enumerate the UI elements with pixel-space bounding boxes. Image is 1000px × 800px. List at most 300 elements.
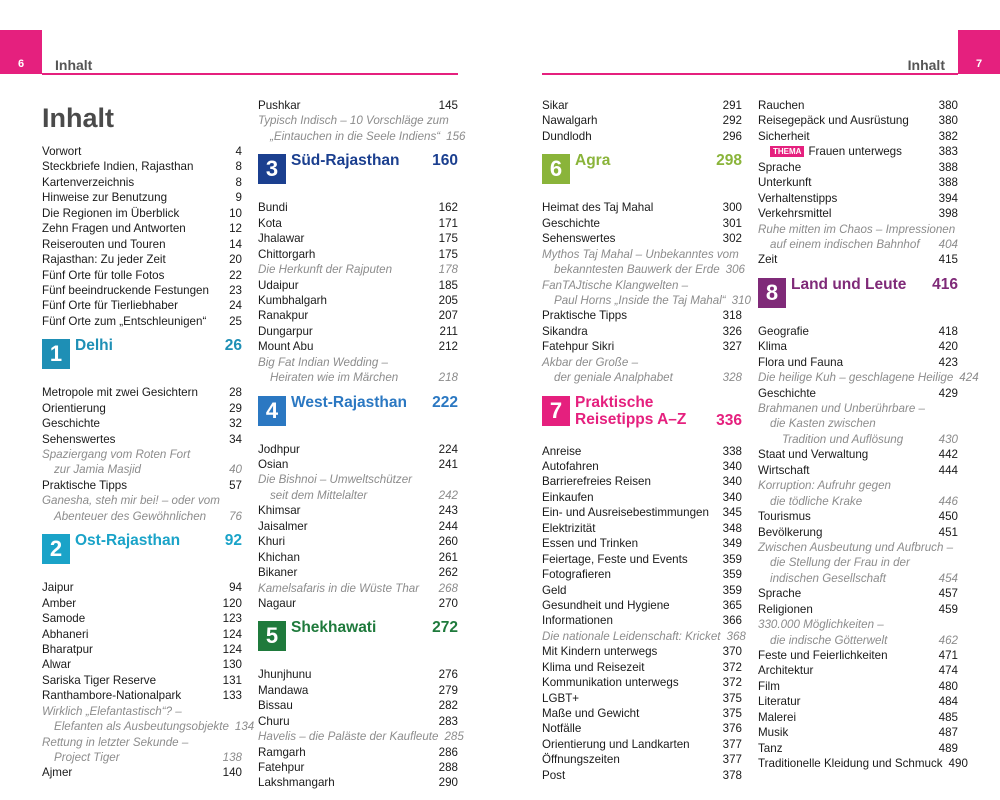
section-8-header[interactable]	[758, 274, 958, 322]
toc-entry-page: 429	[938, 386, 958, 400]
toc-entry[interactable]	[42, 314, 242, 329]
toc-entry[interactable]	[758, 525, 958, 540]
toc-entry[interactable]	[42, 190, 242, 205]
toc-entry-page: 366	[722, 614, 742, 628]
toc-entry[interactable]	[542, 247, 742, 262]
toc-entry-title: Steckbriefe Indien, Rajasthan	[42, 160, 194, 174]
section-page: 26	[224, 337, 242, 355]
toc-entry[interactable]	[258, 231, 458, 246]
toc-column-2	[258, 98, 466, 791]
toc-entry[interactable]	[542, 339, 742, 354]
toc-entry-title: Ramgarh	[258, 745, 306, 759]
toc-entry[interactable]	[758, 416, 958, 431]
toc-entry-title: Anreise	[542, 444, 582, 458]
section-title: West-Rajasthan	[291, 393, 407, 411]
toc-entry[interactable]	[258, 457, 458, 472]
toc-entry[interactable]	[542, 644, 742, 659]
toc-entry-page: 241	[438, 458, 458, 471]
toc-entry-title: Bharatpur	[42, 642, 93, 656]
right-page-number-tab	[958, 30, 1000, 74]
toc-entry-page: 145	[438, 99, 458, 112]
toc-entry[interactable]	[758, 113, 958, 128]
toc-entry-page: 25	[229, 314, 242, 328]
toc-entry-title: Bissau	[258, 699, 293, 713]
toc-entry-title: Die Bishnoi – Umweltschützer	[258, 473, 412, 487]
toc-entry[interactable]	[42, 268, 242, 283]
toc-entry[interactable]	[542, 98, 742, 113]
toc-entry[interactable]	[258, 667, 458, 682]
toc-entry-page: 224	[438, 442, 458, 456]
toc-entry[interactable]	[42, 657, 242, 672]
right-running-header: Inhalt	[907, 57, 945, 73]
toc-entry[interactable]	[758, 370, 979, 385]
toc-entry[interactable]	[258, 262, 458, 277]
toc-entry-title: Mythos Taj Mahal – Unbekanntes vom	[542, 247, 739, 261]
section-title	[575, 394, 686, 428]
toc-entry-page: 380	[938, 99, 958, 112]
left-page-number-tab	[0, 30, 42, 74]
toc-entry-page: 480	[938, 679, 958, 693]
toc-entry-page: 10	[229, 206, 242, 220]
toc-entry[interactable]	[42, 432, 242, 447]
toc-entry[interactable]	[258, 519, 458, 534]
toc-entry[interactable]	[258, 729, 464, 744]
toc-entry[interactable]	[758, 663, 958, 678]
toc-entry[interactable]	[258, 534, 458, 549]
toc-entry-title: Fatehpur Sikri	[542, 340, 615, 354]
section-page: 92	[224, 532, 242, 550]
toc-entry[interactable]	[542, 231, 742, 246]
toc-entry[interactable]	[42, 704, 242, 719]
toc-entry[interactable]	[758, 129, 958, 144]
toc-entry[interactable]	[258, 293, 458, 308]
toc-entry-title: Geschichte	[42, 417, 100, 431]
toc-entry[interactable]	[258, 278, 458, 293]
toc-entry-title: Jhalawar	[258, 232, 305, 246]
toc-entry-page: 490	[948, 757, 968, 771]
toc-entry-title: 330.000 Möglichkeiten –	[758, 618, 884, 632]
toc-entry[interactable]	[542, 737, 742, 752]
toc-entry[interactable]	[542, 598, 742, 613]
toc-entry[interactable]	[42, 673, 242, 688]
toc-entry-page: 430	[938, 432, 958, 446]
toc-entry[interactable]	[42, 642, 242, 657]
toc-entry[interactable]	[542, 629, 746, 644]
toc-entry-title: Tourismus	[758, 510, 811, 524]
toc-entry-title: Klima	[758, 340, 787, 354]
toc-entry[interactable]	[758, 339, 958, 354]
toc-entry[interactable]	[42, 252, 242, 267]
toc-entry-page: 185	[438, 278, 458, 292]
toc-entry-page: 365	[722, 598, 742, 612]
toc-entry-page: 12	[229, 222, 242, 236]
toc-entry-title: die Kasten zwischen	[770, 417, 876, 431]
toc-entry[interactable]	[758, 633, 958, 648]
page-title: Inhalt	[42, 103, 114, 133]
section-page: 336	[716, 411, 742, 429]
toc-entry[interactable]	[42, 719, 255, 734]
toc-entry-title: Praktische Tipps	[542, 309, 628, 323]
shekhawati-list	[258, 667, 464, 791]
toc-entry[interactable]	[42, 159, 242, 174]
toc-entry[interactable]	[258, 200, 458, 215]
toc-entry-title: Einkaufen	[542, 490, 594, 504]
toc-entry-title: Sprache	[758, 587, 802, 601]
toc-entry[interactable]	[542, 706, 742, 721]
toc-entry-page: 454	[938, 571, 958, 585]
thema-entry[interactable]	[758, 144, 958, 159]
thema-page: 383	[938, 145, 958, 159]
toc-entry-page: 270	[438, 596, 458, 610]
toc-entry[interactable]	[542, 324, 742, 339]
section-3-header[interactable]	[258, 150, 458, 198]
toc-entry[interactable]	[258, 683, 458, 698]
toc-entry[interactable]	[542, 262, 745, 277]
section-number: 6	[542, 154, 570, 184]
toc-entry-title: Orientierung und Landkarten	[542, 737, 690, 751]
toc-entry-title: Sicherheit	[758, 129, 810, 143]
toc-entry-page: 175	[438, 232, 458, 246]
toc-entry[interactable]	[758, 617, 958, 632]
right-header-rule	[542, 73, 958, 75]
toc-entry-title: Post	[542, 768, 566, 782]
toc-entry[interactable]	[258, 324, 458, 339]
toc-entry-title: Kommunikation unterwegs	[542, 676, 679, 690]
toc-entry[interactable]	[542, 129, 742, 144]
toc-entry-title: Fatehpur	[258, 761, 305, 774]
toc-entry-title: Öffnungszeiten	[542, 753, 620, 767]
toc-entry-title: Jhunjhunu	[258, 668, 312, 682]
toc-entry[interactable]	[258, 698, 458, 713]
toc-entry-title: Osian	[258, 458, 289, 471]
toc-entry[interactable]	[42, 750, 242, 765]
toc-entry[interactable]	[542, 505, 742, 520]
toc-entry[interactable]	[758, 648, 958, 663]
toc-entry[interactable]	[758, 478, 958, 493]
toc-entry-page: 8	[235, 175, 242, 189]
toc-entry[interactable]	[542, 768, 742, 783]
toc-entry-title: Jodhpur	[258, 442, 300, 456]
toc-entry-page: 212	[438, 340, 458, 354]
toc-entry-title: Musik	[758, 726, 789, 740]
toc-entry-title: Geld	[542, 583, 567, 597]
toc-entry-title: Ranthambore-Nationalpark	[42, 689, 182, 703]
col2-top-list	[258, 98, 466, 144]
toc-entry-title: FanTAJtische Klangwelten –	[542, 278, 689, 292]
toc-entry[interactable]	[258, 129, 466, 144]
toc-entry[interactable]	[758, 175, 958, 190]
toc-entry[interactable]	[42, 580, 242, 595]
col3-top-list	[542, 98, 742, 144]
toc-entry[interactable]	[542, 552, 742, 567]
toc-entry[interactable]	[42, 237, 242, 252]
toc-entry[interactable]	[758, 555, 958, 570]
toc-entry[interactable]	[758, 725, 958, 740]
toc-entry[interactable]	[758, 324, 958, 339]
toc-entry-page: 388	[938, 160, 958, 174]
toc-entry-title: Alwar	[42, 658, 71, 672]
toc-entry-page: 14	[229, 237, 242, 251]
toc-entry[interactable]	[758, 741, 958, 756]
toc-entry-title: Chittorgarh	[258, 247, 316, 261]
toc-entry[interactable]	[758, 355, 958, 370]
toc-entry-page: 349	[722, 537, 742, 551]
toc-entry[interactable]	[542, 278, 742, 293]
toc-entry-title: Bikaner	[258, 566, 298, 580]
toc-entry-page: 140	[222, 766, 242, 780]
toc-entry-page: 380	[938, 114, 958, 128]
toc-entry-title: Reisegepäck und Ausrüstung	[758, 114, 909, 128]
toc-entry-page: 375	[722, 691, 742, 705]
toc-entry-title: Abhaneri	[42, 627, 89, 641]
toc-entry[interactable]	[542, 216, 742, 231]
toc-entry[interactable]	[542, 370, 742, 385]
toc-entry-title: Literatur	[758, 695, 801, 709]
toc-entry[interactable]	[258, 355, 458, 370]
toc-entry-title: Ein- und Ausreisebestimmungen	[542, 506, 709, 520]
toc-entry[interactable]	[542, 567, 742, 582]
toc-entry-title: Sariska Tiger Reserve	[42, 673, 157, 687]
toc-entry[interactable]	[42, 221, 242, 236]
toc-entry-page: 398	[938, 207, 958, 221]
toc-entry[interactable]	[758, 252, 958, 267]
toc-entry[interactable]	[258, 216, 458, 231]
toc-entry[interactable]	[258, 113, 458, 128]
toc-entry-page: 8	[235, 160, 242, 174]
toc-entry-page: 359	[722, 583, 742, 597]
toc-entry[interactable]	[542, 355, 742, 370]
toc-entry-title: Sikandra	[542, 324, 588, 338]
section-number: 2	[42, 534, 70, 564]
toc-entry[interactable]	[42, 298, 242, 313]
ost-rajasthan-list	[42, 580, 255, 781]
toc-entry-page: 306	[725, 263, 745, 277]
toc-entry[interactable]	[758, 222, 958, 237]
toc-entry-title: Fünf beeindruckende Festungen	[42, 283, 209, 297]
toc-entry-title: Mandawa	[258, 683, 309, 697]
toc-entry[interactable]	[258, 775, 458, 790]
section-page: 416	[932, 275, 958, 293]
toc-entry[interactable]	[758, 463, 958, 478]
section-2-header[interactable]	[42, 530, 242, 578]
toc-entry[interactable]	[42, 478, 242, 493]
toc-entry[interactable]	[258, 247, 458, 262]
toc-entry-page: 276	[438, 668, 458, 682]
toc-entry[interactable]	[42, 596, 242, 611]
toc-entry[interactable]	[258, 488, 458, 503]
toc-entry[interactable]	[42, 206, 242, 221]
toc-entry[interactable]	[758, 571, 958, 586]
toc-entry-title: Kamelsafaris in die Wüste Thar	[258, 581, 420, 595]
toc-entry[interactable]	[42, 627, 242, 642]
toc-entry[interactable]	[258, 339, 458, 354]
toc-entry[interactable]	[758, 386, 958, 401]
toc-entry-page: 283	[438, 714, 458, 728]
toc-entry[interactable]	[758, 756, 968, 771]
toc-entry-page: 20	[229, 253, 242, 267]
toc-entry-title: Sprache	[758, 160, 802, 174]
toc-entry[interactable]	[758, 494, 958, 509]
section-6-header[interactable]	[542, 150, 742, 198]
toc-entry-title: Verhaltenstipps	[758, 191, 838, 205]
toc-entry-title: Fünf Orte zum „Entschleunigen“	[42, 314, 207, 328]
toc-column-1	[42, 98, 255, 781]
toc-entry[interactable]	[758, 602, 958, 617]
toc-entry[interactable]	[42, 611, 242, 626]
toc-entry-title: seit dem Mittelalter	[270, 488, 368, 502]
toc-entry-page: 340	[722, 475, 742, 489]
toc-entry-page: 485	[938, 710, 958, 724]
toc-entry[interactable]	[758, 540, 958, 555]
toc-entry-page: 76	[229, 509, 242, 523]
toc-entry-title: Jaisalmer	[258, 519, 308, 533]
toc-entry[interactable]	[542, 490, 742, 505]
toc-entry[interactable]	[758, 679, 958, 694]
west-rajasthan-list	[258, 442, 458, 612]
toc-entry-title: Ganesha, steh mir bei! – oder vom	[42, 494, 220, 508]
toc-entry-page: 4	[235, 145, 242, 158]
section-title: Land und Leute	[791, 275, 907, 293]
toc-entry[interactable]	[42, 144, 242, 159]
toc-entry-page: 9	[235, 191, 242, 205]
toc-entry[interactable]	[542, 752, 742, 767]
section-number: 4	[258, 396, 286, 426]
toc-entry-page: 34	[229, 432, 242, 446]
toc-entry-title: Fünf Orte für tolle Fotos	[42, 268, 165, 282]
toc-entry[interactable]	[542, 113, 742, 128]
toc-entry[interactable]	[758, 98, 958, 113]
toc-entry[interactable]	[542, 474, 742, 489]
toc-entry[interactable]	[258, 503, 458, 518]
section-title: Shekhawati	[291, 619, 377, 637]
toc-entry-title: bekanntesten Bauwerk der Erde	[554, 263, 720, 277]
toc-entry[interactable]	[42, 765, 242, 780]
toc-entry-page: 394	[938, 191, 958, 205]
toc-entry[interactable]	[542, 675, 742, 690]
toc-entry[interactable]	[42, 175, 242, 190]
toc-entry[interactable]	[42, 416, 242, 431]
toc-entry[interactable]	[42, 283, 242, 298]
toc-entry-page: 242	[438, 488, 458, 502]
toc-entry[interactable]	[542, 293, 751, 308]
toc-entry-page: 420	[938, 340, 958, 354]
toc-entry[interactable]	[258, 442, 458, 457]
toc-entry[interactable]	[258, 565, 458, 580]
toc-entry[interactable]	[758, 694, 958, 709]
toc-entry[interactable]	[42, 401, 242, 416]
section-title: Süd-Rajasthan	[291, 152, 400, 170]
toc-entry[interactable]	[258, 760, 458, 775]
toc-entry[interactable]	[42, 735, 242, 750]
toc-entry-title: Bundi	[258, 201, 288, 215]
toc-entry[interactable]	[758, 191, 958, 206]
toc-entry[interactable]	[758, 586, 958, 601]
toc-entry[interactable]	[758, 206, 958, 221]
toc-entry-title: Rauchen	[758, 99, 805, 112]
toc-entry[interactable]	[542, 721, 742, 736]
toc-entry[interactable]	[258, 581, 458, 596]
toc-entry[interactable]	[758, 237, 958, 252]
toc-entry-title: Big Fat Indian Wedding –	[258, 355, 388, 369]
toc-entry-title: Reiserouten und Touren	[42, 237, 166, 251]
toc-entry-title: Akbar der Große –	[542, 355, 639, 369]
toc-entry-page: 340	[722, 490, 742, 504]
toc-entry[interactable]	[258, 596, 458, 611]
toc-entry-title: Verkehrsmittel	[758, 207, 832, 221]
toc-entry[interactable]	[542, 200, 742, 215]
toc-entry[interactable]	[758, 447, 958, 462]
toc-entry[interactable]	[758, 710, 958, 725]
toc-entry-title: Feiertage, Feste und Events	[542, 552, 688, 566]
toc-entry[interactable]	[258, 472, 458, 487]
toc-entry[interactable]	[542, 521, 742, 536]
toc-entry[interactable]	[542, 613, 742, 628]
sued-rajasthan-list	[258, 200, 458, 385]
toc-entry-page: 318	[722, 309, 742, 323]
toc-entry[interactable]	[542, 536, 742, 551]
toc-entry-title: Zehn Fragen und Antworten	[42, 222, 186, 236]
section-5-header[interactable]	[258, 617, 458, 665]
toc-entry[interactable]	[542, 583, 742, 598]
toc-entry-page: 291	[722, 99, 742, 112]
toc-entry[interactable]	[42, 462, 242, 477]
toc-entry-page: 260	[438, 535, 458, 549]
toc-entry-page: 310	[731, 293, 751, 307]
toc-entry-title: Notfälle	[542, 722, 582, 736]
toc-entry-title: Staat und Verwaltung	[758, 448, 869, 462]
toc-entry[interactable]	[542, 444, 742, 459]
toc-entry[interactable]	[542, 660, 742, 675]
toc-entry[interactable]	[758, 160, 958, 175]
toc-entry-page: 22	[229, 268, 242, 282]
toc-entry-title: Metropole mit zwei Gesichtern	[42, 386, 198, 400]
toc-entry-title: Spaziergang vom Roten Fort	[42, 448, 191, 461]
toc-entry-page: 131	[222, 673, 242, 687]
section-title-line-2: Reisetipps A–Z	[575, 410, 687, 428]
toc-entry[interactable]	[258, 370, 458, 385]
toc-entry[interactable]	[542, 459, 742, 474]
toc-entry[interactable]	[758, 401, 958, 416]
section-7-header[interactable]	[542, 392, 742, 442]
toc-entry[interactable]	[42, 688, 242, 703]
reisetipps-list	[542, 444, 746, 784]
section-4-header[interactable]	[258, 392, 458, 440]
toc-entry[interactable]	[542, 691, 742, 706]
toc-entry[interactable]	[258, 98, 458, 113]
toc-entry-page: 489	[938, 741, 958, 755]
toc-entry[interactable]	[542, 308, 742, 323]
toc-entry[interactable]	[758, 509, 958, 524]
toc-entry-title: Geschichte	[758, 386, 816, 400]
toc-entry-title: Kota	[258, 216, 282, 230]
toc-entry-page: 377	[722, 753, 742, 767]
toc-entry[interactable]	[758, 432, 958, 447]
toc-entry-title: Project Tiger	[54, 751, 120, 764]
toc-entry-title: Sehenswertes	[42, 432, 116, 446]
toc-entry[interactable]	[42, 509, 242, 524]
toc-entry-page: 377	[722, 737, 742, 751]
toc-entry[interactable]	[258, 308, 458, 323]
toc-entry[interactable]	[258, 550, 458, 565]
toc-entry[interactable]	[42, 385, 242, 400]
toc-entry-title: Flora und Fauna	[758, 355, 844, 369]
toc-entry[interactable]	[258, 714, 458, 729]
toc-entry[interactable]	[42, 493, 242, 508]
section-1-header[interactable]	[42, 335, 242, 383]
toc-entry[interactable]	[42, 447, 242, 462]
toc-entry[interactable]	[258, 745, 458, 760]
left-header-rule	[42, 73, 458, 75]
